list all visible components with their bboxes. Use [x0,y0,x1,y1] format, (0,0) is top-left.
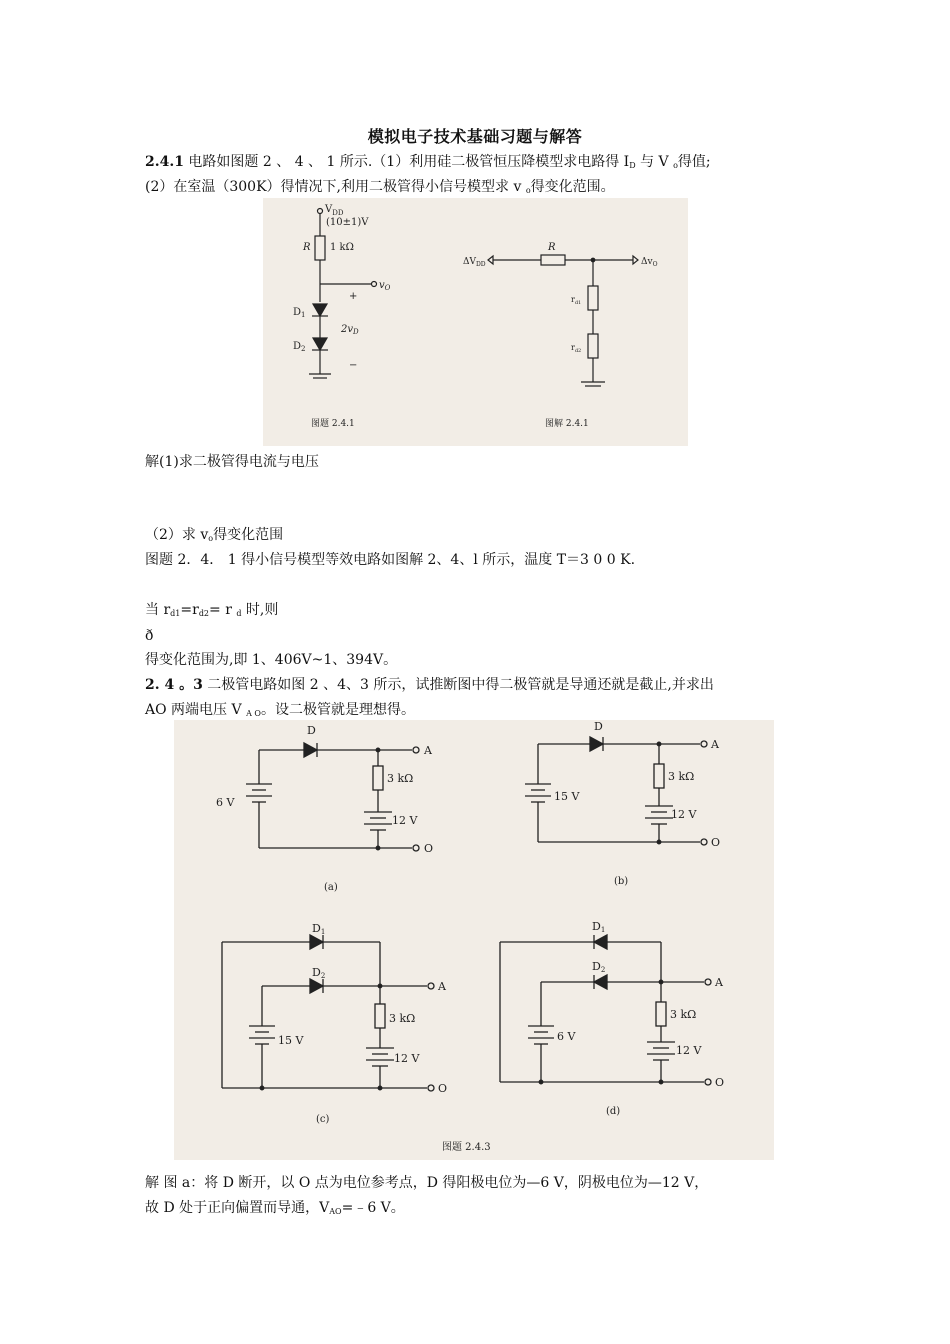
source-a-label: 12 V [392,814,418,827]
r2-label: R [548,242,556,253]
figure-2-4-3 [174,720,774,1160]
problem-243-line1: 2. 4 。3 二极管电路如图 2 、4、3 所示，试推断图中得二极管就是导通还就是截止,并求出 [145,677,714,693]
node-o-label: O [715,1076,725,1089]
plus-sign: + [349,291,358,302]
resistor-c-label: 3 kΩ [389,1012,416,1025]
battery-b-label: 15 V [554,790,580,803]
node-o-label: O [438,1082,448,1095]
node-o-label: O [711,836,721,849]
figure-2-4-1 [263,198,688,446]
solution-model-text: 图题 2．4． 1 得小信号模型等效电路如图解 2、4、l 所示，温度 T＝3 0 0 K. [145,552,636,568]
resistor-b-label: 3 kΩ [668,770,695,783]
battery-c-label: 15 V [278,1034,304,1047]
solution-a-line2: 故 D 处于正向偏置而导通，$V_{AO}=﹣6$ V。 [145,1200,405,1216]
solution-condition: 当 $r_{d1}=r_{d2}= r$ $_d$ 时,则 [145,602,279,618]
problem-number: 2. 4 。3 [145,677,203,693]
rd2-label: $r_{d2}$ [571,343,582,354]
d2-c-label: D2 [312,966,326,980]
circuit-d-label: (d) [606,1106,621,1117]
d1-c-label: D1 [312,922,326,936]
problem-243-line2: AO 两端电压 V $_{A O}$。设二极管就是理想得。 [145,702,415,718]
r-value: 1 kΩ [330,242,354,253]
supply-label: (10±1)V [326,217,369,228]
solution-part1: 解(1)求二极管得电流与电压 [145,454,319,470]
d2-d-label: D2 [592,960,606,974]
node-o-label: O [424,842,434,855]
circuit-left [309,209,377,379]
solution-a-line1: 解 图 a：将 D 断开，以 O 点为电位参考点，D 得阳极电位为—6 V，阴极电位为—12 V， [145,1175,709,1191]
circuit-right [488,255,638,386]
dvdd-label: $\Delta V_{DD}$ [463,257,486,268]
solution-range: 得变化范围为,即 1、406V~1、394V。 [145,652,398,668]
left-caption: 图题 2.4.1 [311,419,355,429]
node-a-label: A [715,976,723,989]
node-a-label: A [711,738,719,751]
vo-label: $v_O$ [379,280,391,292]
node-a-label: A [438,980,446,993]
page-title: 模拟电子技术基础习题与解答 [367,127,583,146]
diode-b-label: D [594,720,603,733]
problem-241-line2: (2）在室温（300K）得情况下,利用二极管得小信号模型求 v $_o$得变化范围。 [145,179,615,195]
d1-label: $D_1$ [293,307,306,319]
resistor-a-label: 3 kΩ [387,772,414,785]
vd-label: $2v_D$ [341,324,359,336]
source-b-label: 12 V [671,808,697,821]
dvo-label: $\Delta v_O$ [641,257,658,268]
vdd-label: $V_{DD}$ [325,204,344,217]
source-d-label: 12 V [676,1044,702,1057]
battery-d-label: 6 V [557,1030,576,1043]
d1-d-label: D1 [592,920,606,934]
circuit-b-label: (b) [614,876,629,887]
solution-part2: （2）求 $v_o$得变化范围 [145,527,284,543]
right-caption: 图解 2.4.1 [545,419,589,429]
diode-a-label: D [307,724,316,737]
node-a-label: A [424,744,432,757]
problem-number: 2.4.1 [145,154,184,170]
figure-243-caption: 图题 2.4.3 [442,1142,491,1153]
circuit-b [525,737,707,845]
source-c-label: 12 V [394,1052,420,1065]
rd1-label: $r_{d1}$ [571,295,582,306]
circuit-a [246,743,419,851]
circuit-c-label: (c) [316,1114,330,1125]
solution-symbol: ð [145,628,154,644]
d2-label: $D_2$ [293,341,306,353]
r-label: R [303,242,311,253]
minus-sign: − [349,360,358,371]
circuit-a-label: (a) [324,882,338,893]
resistor-d-label: 3 kΩ [670,1008,697,1021]
battery-a-label: 6 V [216,796,235,809]
problem-241-line1: 2.4.1 电路如图题 2 、 4 、 1 所示.（1）利用硅二极管恒压降模型求电路得 $I_D$ 与 V $_o$得值; [145,154,711,170]
